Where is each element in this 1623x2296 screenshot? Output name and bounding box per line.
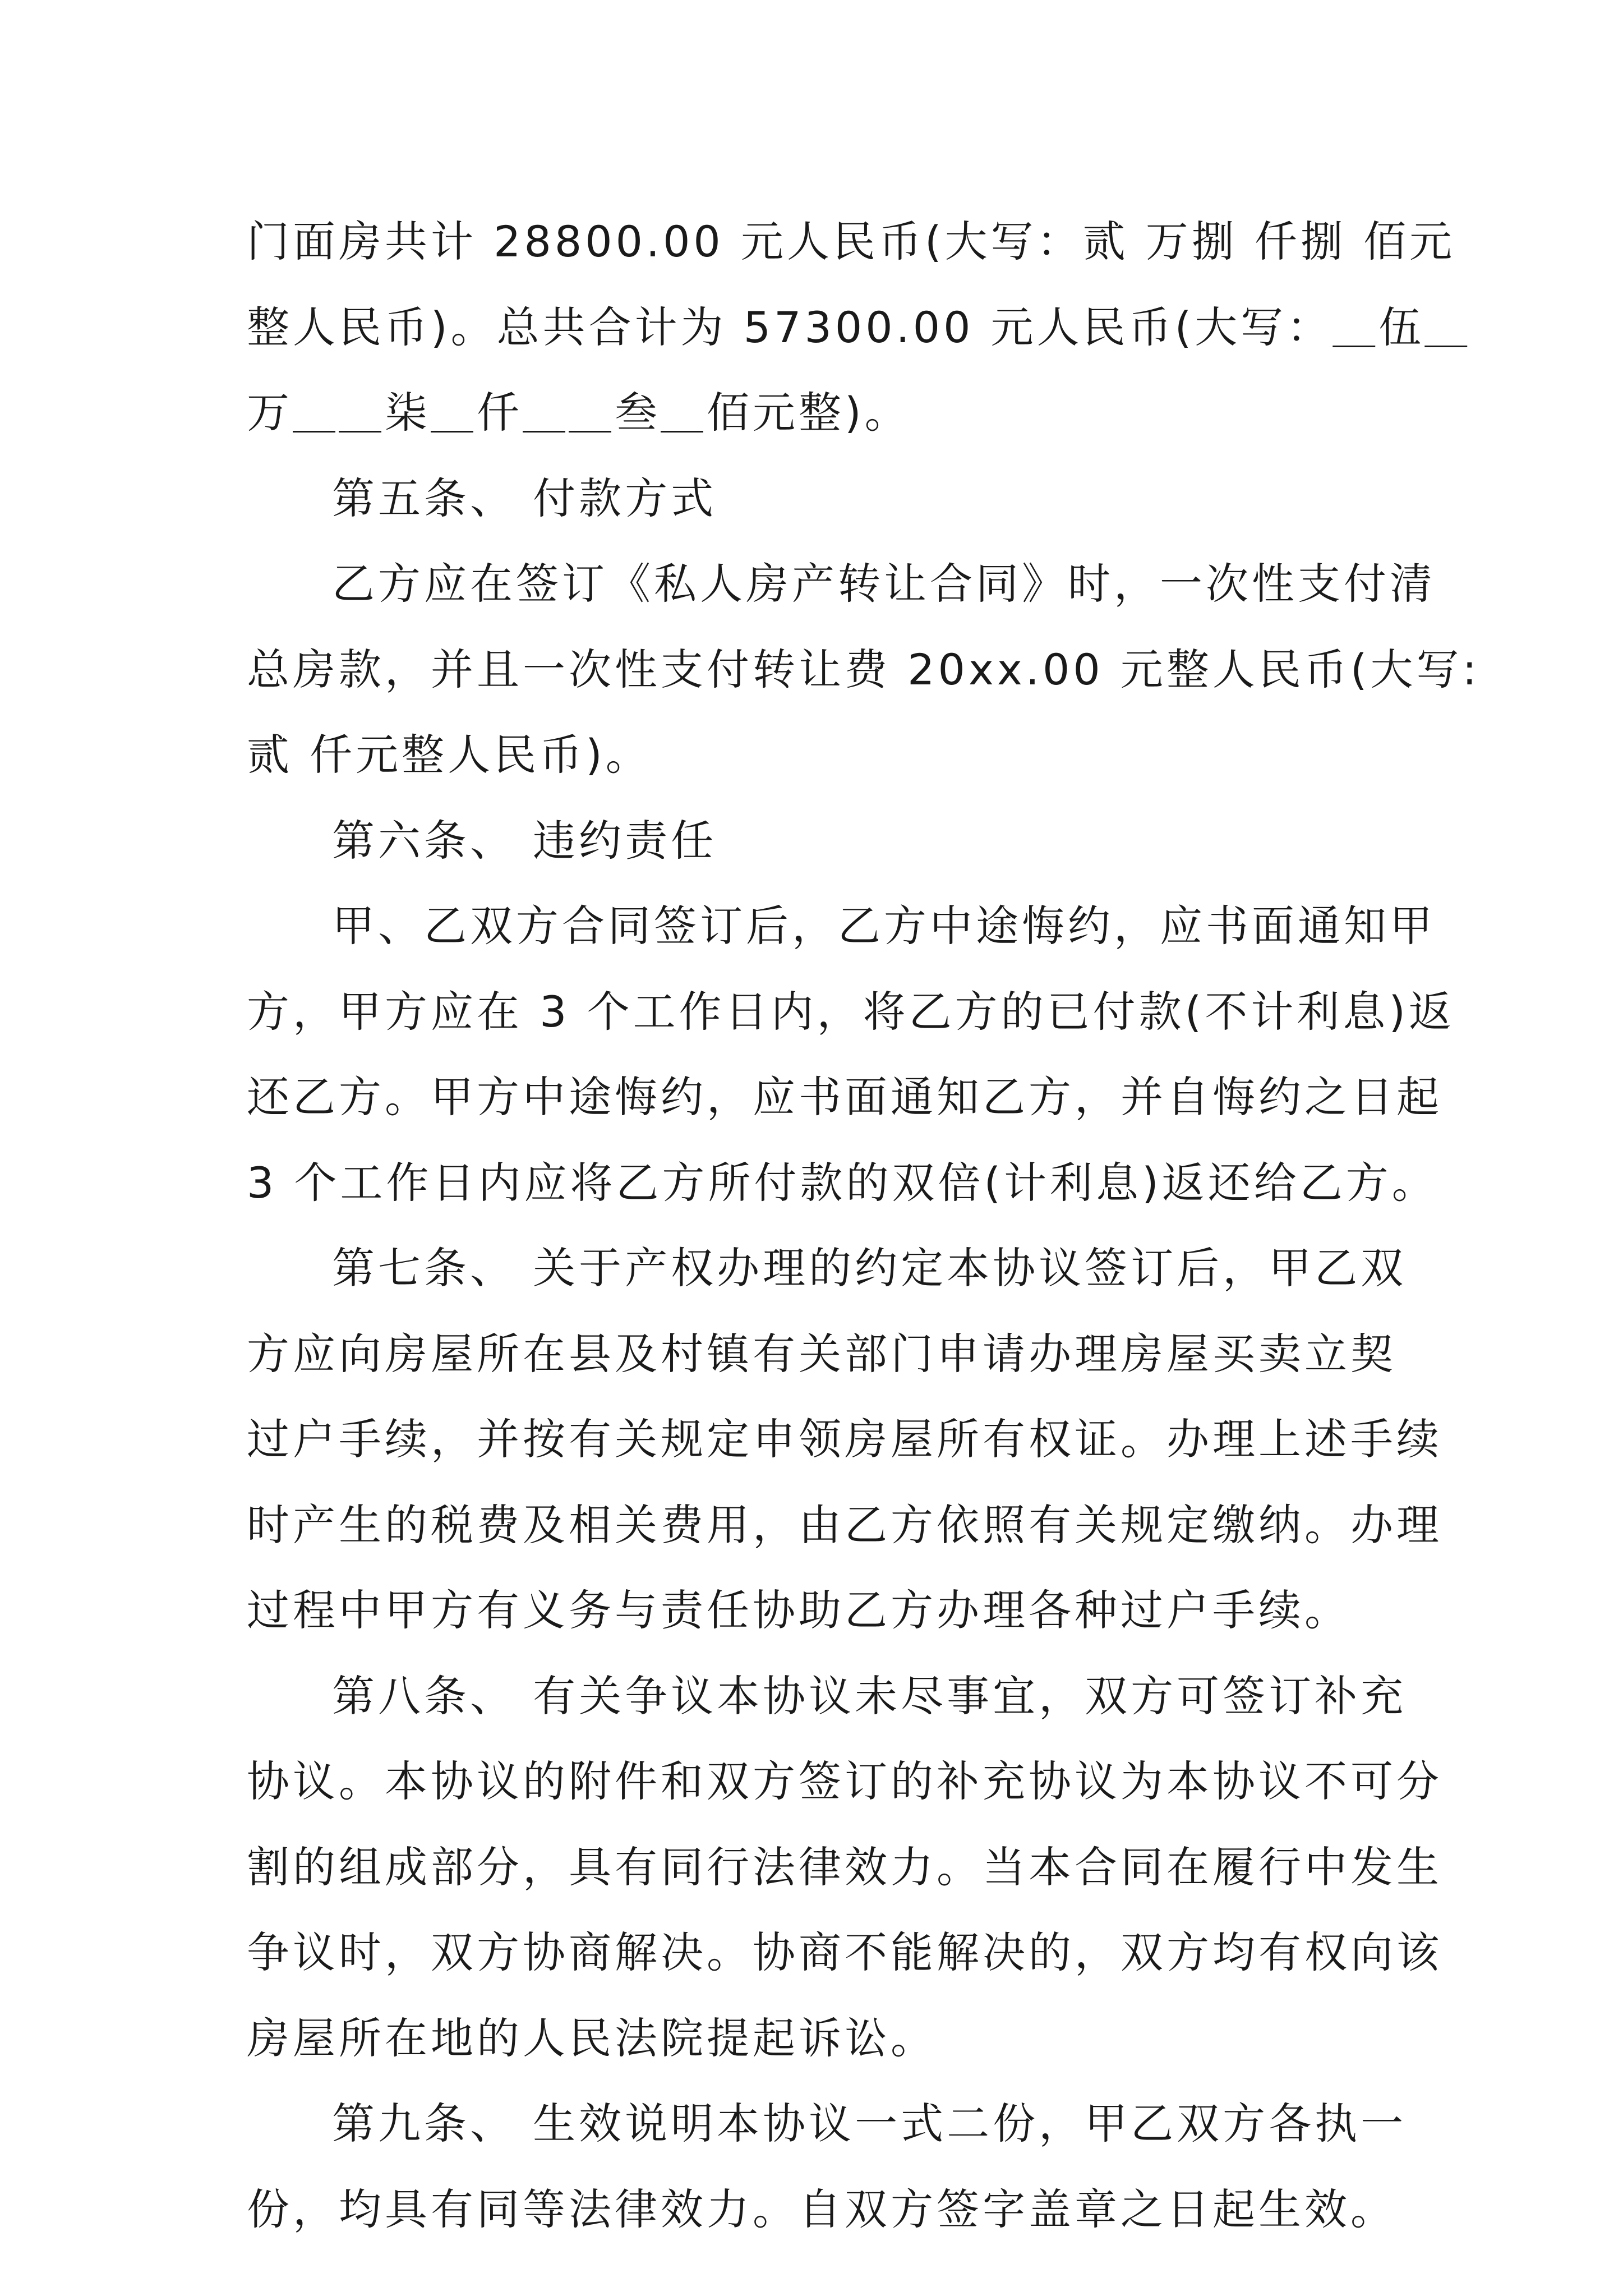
- text-line: 房屋所在地的人民法院提起诉讼。: [247, 2013, 937, 2063]
- paragraph-price-total: [247, 199, 1471, 456]
- article-7: [247, 1226, 1442, 1654]
- text-line: 万＿＿柒＿仟＿＿叁＿佰元整)。: [247, 388, 911, 438]
- text-line: 整人民币)。总共合计为 57300.00 元人民币(大写：＿伍＿: [247, 302, 1471, 352]
- text-line: 第六条、 违约责任: [332, 815, 717, 866]
- text-line: 总房款，并且一次性支付转让费 20xx.00 元整人民币(大写:: [247, 644, 1481, 694]
- article-5-heading: [247, 456, 1380, 542]
- article-5-body: [247, 541, 1481, 798]
- text-line: 贰 仟元整人民币)。: [247, 730, 652, 780]
- text-line: 乙方应在签订《私人房产转让合同》时，一次性支付清: [332, 559, 1436, 609]
- article-8: [247, 1654, 1442, 2082]
- text-line: 时产生的税费及相关费用，由乙方依照有关规定缴纳。办理: [247, 1499, 1442, 1550]
- text-line: 方，甲方应在 3 个工作日内，将乙方的已付款(不计利息)返: [247, 986, 1455, 1037]
- text-line: 第五条、 付款方式: [332, 473, 717, 523]
- article-9: [247, 2081, 1407, 2252]
- text-line: 第八条、 有关争议本协议未尽事宜，双方可签订补充: [332, 1671, 1407, 1721]
- article-6-body: [247, 884, 1455, 1226]
- text-line: 过户手续，并按有关规定申领房屋所有权证。办理上述手续: [247, 1414, 1442, 1464]
- text-line: 门面房共计 28800.00 元人民币(大写：贰 万捌 仟捌 佰元: [247, 217, 1456, 266]
- text-line: 甲、乙双方合同签订后，乙方中途悔约，应书面通知甲: [332, 901, 1436, 951]
- article-6-heading: [247, 798, 1380, 884]
- text-line: 第七条、 关于产权办理的约定本协议签订后，甲乙双: [332, 1243, 1407, 1293]
- text-line: 协议。本协议的附件和双方签订的补充协议为本协议不可分: [247, 1756, 1442, 1806]
- text-line: 方应向房屋所在县及村镇有关部门申请办理房屋买卖立契: [247, 1328, 1396, 1379]
- text-line: 过程中甲方有义务与责任协助乙方办理各种过户手续。: [247, 1585, 1350, 1635]
- contract-body: [247, 199, 1481, 2252]
- text-line: 争议时，双方协商解决。协商不能解决的，双方均有权向该: [247, 1927, 1442, 1977]
- text-line: 份，均具有同等法律效力。自双方签字盖章之日起生效。: [247, 2184, 1396, 2234]
- text-line: 还乙方。甲方中途悔约，应书面通知乙方，并自悔约之日起: [247, 1072, 1442, 1122]
- text-line: 第九条、 生效说明本协议一式二份，甲乙双方各执一: [332, 2099, 1407, 2148]
- text-line: 3 个工作日内应将乙方所付款的双倍(计利息)返还给乙方。: [247, 1157, 1438, 1208]
- text-line: 割的组成部分，具有同行法律效力。当本合同在履行中发生: [247, 1842, 1442, 1892]
